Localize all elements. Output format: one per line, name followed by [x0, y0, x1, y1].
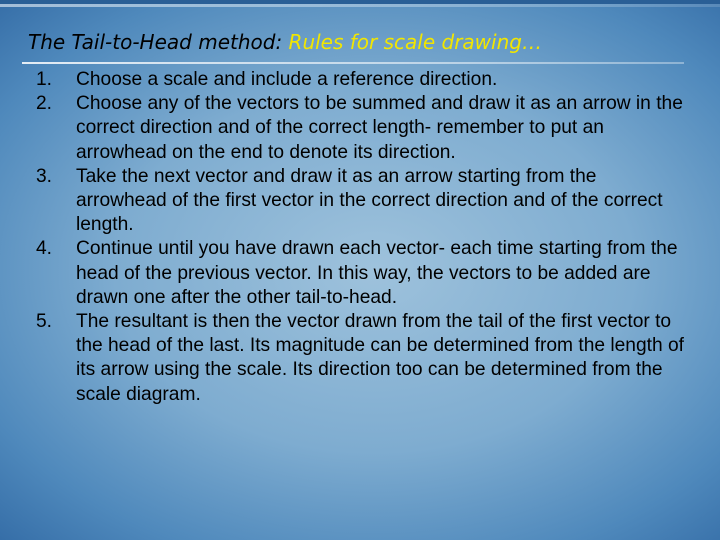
title-main: The Tail-to-Head method:: [28, 30, 289, 54]
rule-number: 2.: [36, 93, 53, 115]
rule-item: [32, 68, 692, 92]
title-divider: [22, 62, 684, 64]
rule-number: 4.: [36, 238, 53, 260]
rule-text: The resultant is then the vector drawn from the tail of the first vector to the head of the last. Its magnitude can be determined from the length of its arrow using the scale. Its direction too can be determined from the scale diagram.: [76, 311, 684, 405]
rule-item: [32, 92, 692, 165]
rules-list: [32, 68, 692, 407]
slide-title: [28, 30, 708, 54]
rule-text: Take the next vector and draw it as an arrow starting from the arrowhead of the first vector in the correct direction and of the correct length.: [76, 165, 663, 236]
rule-item: [32, 237, 692, 310]
rule-number: 3.: [36, 165, 53, 187]
rule-number: 1.: [36, 69, 53, 90]
rule-item: [32, 310, 692, 407]
title-accent: Rules for scale drawing…: [288, 30, 542, 54]
rule-item: [32, 165, 692, 238]
rule-number: 5.: [36, 311, 53, 333]
rule-text: Continue until you have drawn each vector- each time starting from the head of the previous vector. In this way, the vectors to be added are drawn one after the other tail-to-head.: [76, 238, 678, 308]
rule-text: Choose a scale and include a reference direction.: [76, 69, 498, 90]
top-divider: [0, 4, 720, 7]
rule-text: Choose any of the vectors to be summed and draw it as an arrow in the correct direction and of the correct length- remember to put an arrowhead on the end to denote its direction.: [76, 93, 683, 163]
